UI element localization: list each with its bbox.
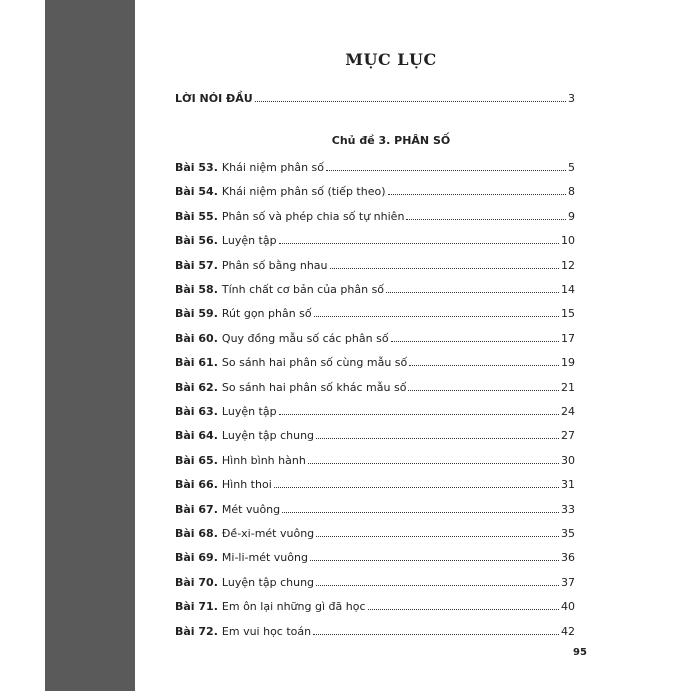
toc-entry — [175, 207, 575, 223]
toc-entry-number: Bài 62. — [175, 380, 218, 394]
toc-entry-page: 21 — [561, 380, 575, 394]
toc-entry-title: Hình bình hành — [221, 453, 306, 467]
document-viewer-background — [45, 0, 645, 691]
toc-entry-title: Em vui học toán — [221, 624, 312, 638]
toc-entry-page: 5 — [568, 161, 575, 174]
toc-leader-dots — [316, 536, 559, 537]
toc-leader-dots — [386, 292, 559, 293]
toc-entry — [175, 231, 575, 247]
toc-entry-label — [175, 503, 280, 516]
toc-entry — [175, 329, 575, 345]
toc-entry-page: 27 — [561, 429, 575, 443]
chapter-heading: Chủ đề 3. PHÂN SỐ — [331, 134, 451, 147]
toc-entry-label — [175, 283, 384, 296]
toc-leader-dots — [330, 268, 559, 269]
toc-entry — [175, 524, 575, 540]
toc-entry — [175, 548, 575, 564]
toc-entry-number: Bài 70. — [175, 575, 218, 589]
toc-entry-page: 37 — [561, 575, 575, 589]
toc-entry-label — [175, 307, 312, 320]
toc-entry-page: 19 — [561, 356, 575, 370]
toc-entry — [175, 378, 575, 394]
toc-entry-page: 10 — [561, 234, 575, 248]
toc-leader-dots — [406, 219, 566, 220]
page-title: MỤC LỤC — [345, 50, 437, 69]
toc-entry-label — [175, 551, 308, 564]
toc-entry-label — [175, 625, 311, 638]
toc-entry-title: So sánh hai phân số khác mẫu số — [221, 380, 407, 394]
toc-entry-title: Phân số và phép chia số tự nhiên — [221, 209, 405, 223]
toc-entry-title: So sánh hai phân số cùng mẫu số — [221, 356, 408, 370]
toc-entry-number: Bài 72. — [175, 624, 218, 638]
toc-entry-title: Luyện tập chung — [221, 575, 315, 589]
toc-entry — [175, 280, 575, 296]
toc-entry-label — [175, 234, 277, 247]
toc-leader-dots — [316, 585, 559, 586]
toc-entry-title: Rút gọn phân số — [221, 307, 312, 321]
toc-entry — [175, 622, 575, 638]
toc-entry — [175, 500, 575, 516]
toc-entry-page: 12 — [561, 258, 575, 272]
toc-entry — [175, 402, 575, 418]
toc-entry — [175, 597, 575, 613]
toc-entry-label — [175, 454, 306, 467]
toc-entry-number: Bài 53. — [175, 161, 218, 174]
toc-leader-dots — [368, 609, 560, 610]
toc-entry-number: Bài 54. — [175, 185, 218, 199]
toc-entry-label — [175, 405, 277, 418]
toc-entry-number: Bài 61. — [175, 356, 218, 370]
toc-leader-dots — [308, 463, 559, 464]
toc-leader-dots — [255, 101, 566, 102]
toc-entry-page: 9 — [568, 209, 575, 223]
toc-entry-page: 15 — [561, 307, 575, 321]
toc-entry — [175, 426, 575, 442]
toc-leader-dots — [279, 414, 559, 415]
toc-entry-label — [175, 429, 314, 442]
toc-entry — [175, 182, 575, 198]
toc-leader-dots — [326, 170, 566, 171]
toc-leader-dots — [313, 634, 559, 635]
toc-entry-page: 17 — [561, 331, 575, 345]
toc-entry-page: 31 — [561, 478, 575, 492]
toc-entry-number: Bài 57. — [175, 258, 218, 272]
toc-entry-title: Tính chất cơ bản của phân số — [221, 283, 385, 296]
toc-entry — [175, 256, 575, 272]
toc-leader-dots — [316, 438, 559, 439]
toc-entry-page: 14 — [561, 283, 575, 296]
toc-entry-number: Bài 68. — [175, 527, 218, 540]
toc-entry-page: 30 — [561, 453, 575, 467]
toc-entry — [175, 451, 575, 467]
toc-entry-title: Khái niệm phân số (tiếp theo) — [221, 185, 386, 199]
toc-entry-title: Em ôn lại những gì đã học — [221, 600, 366, 614]
page-number: 95 — [573, 647, 587, 658]
toc-entry-number: Bài 55. — [175, 209, 218, 223]
toc-entry-number: Bài 64. — [175, 429, 218, 443]
toc-entry-label — [175, 527, 314, 540]
toc-preface-label: LỜI NÓI ĐẦU — [175, 92, 253, 105]
toc-entry-number: Bài 60. — [175, 331, 218, 345]
toc-entry-label — [175, 259, 328, 272]
toc-entry — [175, 573, 575, 589]
toc-entry-label — [175, 210, 404, 223]
toc-entry-label — [175, 356, 407, 369]
toc-entry-title: Luyện tập — [221, 405, 277, 418]
toc-entry-page: 24 — [561, 405, 575, 418]
toc-entry-title: Mét vuông — [221, 502, 281, 516]
toc-entry-label — [175, 576, 314, 589]
toc-entry-number: Bài 56. — [175, 234, 218, 248]
toc-entry-number: Bài 65. — [175, 453, 218, 467]
document-page — [135, 0, 647, 691]
toc-leader-dots — [314, 316, 559, 317]
toc-entry-number: Bài 59. — [175, 307, 218, 321]
toc-leader-dots — [274, 487, 559, 488]
toc-entry-label — [175, 161, 324, 174]
toc-entry-title: Mi-li-mét vuông — [221, 551, 308, 565]
toc-entry-number: Bài 69. — [175, 551, 218, 565]
toc-entry-number: Bài 67. — [175, 502, 218, 516]
toc-entry-title: Đề-xi-mét vuông — [221, 527, 315, 540]
toc-leader-dots — [408, 390, 559, 391]
toc-entry-label — [175, 185, 386, 198]
toc-entry — [175, 158, 575, 174]
toc-entry-label — [175, 600, 366, 613]
toc-leader-dots — [388, 194, 567, 195]
toc-entry-label — [175, 478, 272, 491]
toc-entry-title: Hình thoi — [221, 478, 272, 492]
toc-entry-page: 40 — [561, 600, 575, 614]
toc-entry-page: 35 — [561, 527, 575, 540]
toc-entry-page: 8 — [568, 185, 575, 199]
toc-leader-dots — [409, 365, 559, 366]
toc-entry-number: Bài 58. — [175, 283, 218, 296]
toc-entry-label — [175, 381, 406, 394]
toc-entry — [175, 304, 575, 320]
toc-entry — [175, 475, 575, 491]
toc-entry-title: Khái niệm phân số — [221, 161, 325, 174]
toc-preface — [175, 89, 575, 105]
toc-entry — [175, 353, 575, 369]
toc-entry-title: Phân số bằng nhau — [221, 258, 328, 272]
toc-preface-page: 3 — [568, 92, 575, 105]
toc-entry-page: 33 — [561, 502, 575, 516]
toc-entry-title: Luyện tập chung — [221, 429, 315, 443]
toc-entry-number: Bài 63. — [175, 405, 218, 418]
toc-leader-dots — [391, 341, 559, 342]
toc-entry-number: Bài 71. — [175, 600, 218, 614]
toc-leader-dots — [310, 560, 559, 561]
toc-leader-dots — [279, 243, 559, 244]
toc-leader-dots — [282, 512, 559, 513]
toc-entry-page: 36 — [561, 551, 575, 565]
toc-entry-title: Quy đồng mẫu số các phân số — [221, 331, 389, 345]
toc-entry-number: Bài 66. — [175, 478, 218, 492]
toc-entry-title: Luyện tập — [221, 234, 277, 248]
toc-entry-label — [175, 332, 389, 345]
toc-entry-page: 42 — [561, 624, 575, 638]
